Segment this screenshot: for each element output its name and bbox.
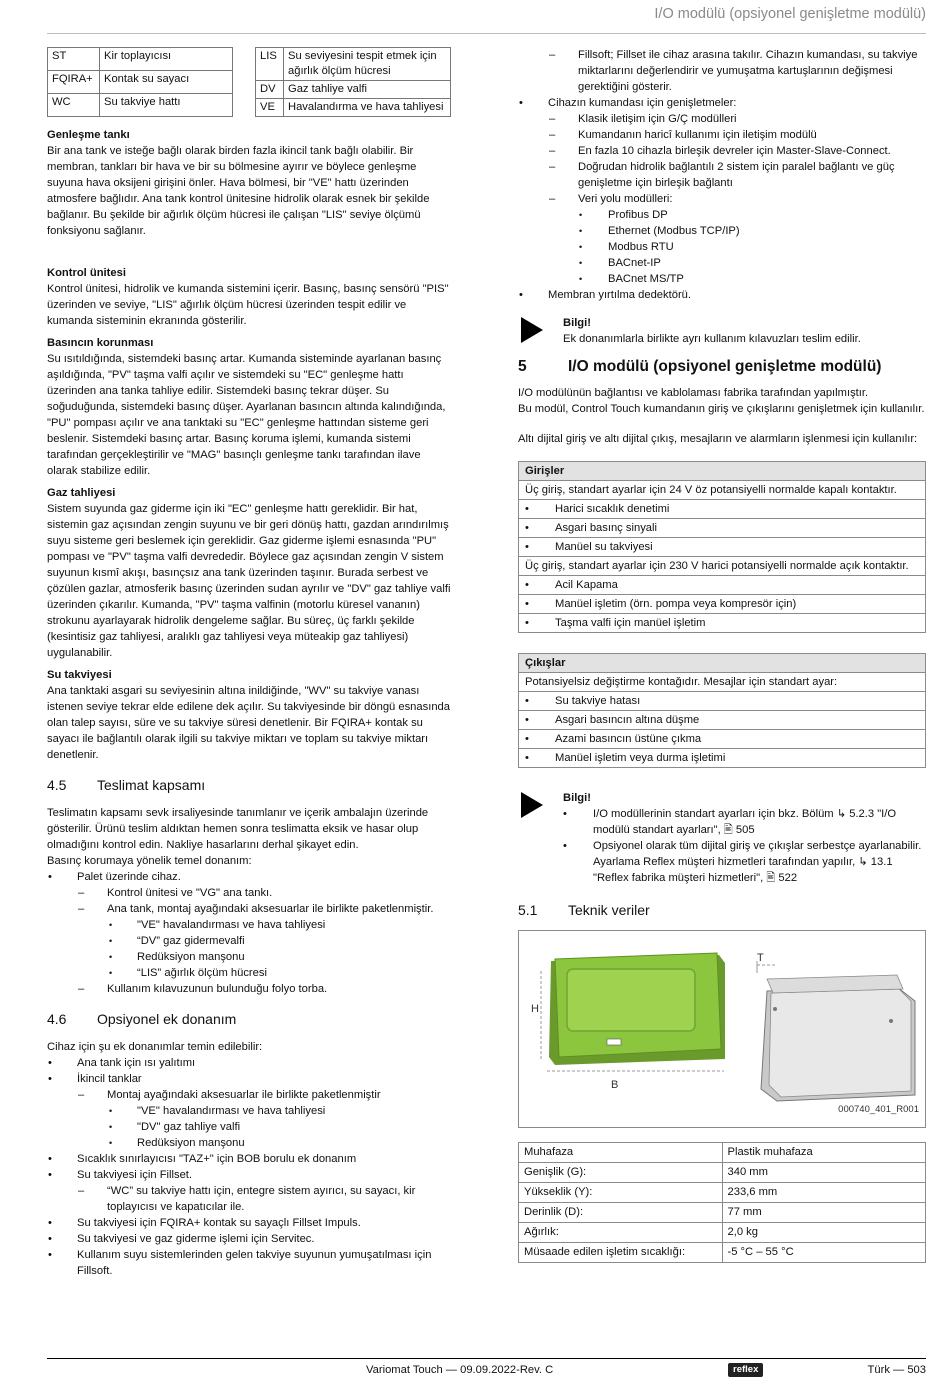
spec-label: Derinlik (D): — [519, 1203, 723, 1223]
spec-value: 340 mm — [722, 1163, 926, 1183]
list-item: • Cihazın kumandası için genişletmeler: — [518, 95, 926, 111]
io-module-illustration — [519, 931, 925, 1129]
heading-4-5 — [47, 777, 451, 793]
abbr-desc: Gaz tahliye valfi — [284, 81, 451, 99]
spec-value: 77 mm — [722, 1203, 926, 1223]
table-cell: Üç giriş, standart ayarlar için 230 V harici potansiyelli normalde açık kontaktır. — [519, 557, 926, 576]
list-item: – Ana tank, montaj ayağındaki aksesuarlar ile birlikte paketlenmiştir. — [47, 901, 451, 917]
list-item: • “LIS” ağırlık ölçüm hücresi — [47, 965, 451, 981]
list-item: – Kumandanın haricî kullanımı için iletişim modülü — [518, 127, 926, 143]
table-row — [256, 48, 451, 81]
heading-text: Opsiyonel ek donanım — [97, 1011, 237, 1027]
abbr-code: ST — [48, 48, 100, 71]
section-text-pressure-maintenance: Su ısıtıldığında, sistemdeki basınç artar. Kumanda sisteminde ayarlanan basınç aşıldığında, "PV" taşma valfi açılır ve sistemdeki su "EC" genleşme hattı üzerinden ana tanka tahliye edilir. Sistemdeki basınç tekrar düşer. Su soğuduğunda, sistemdeki basınç düşer. Ayarlanan basıncın altında kalındığında, "PU" pompası açılır ve ana tanktaki su "EC" genleşme hattından sisteme geri beslenir. Sistemdeki basınç artar. Basınç koruma işlemi, kumanda sistemi tarafından gerçekleştirilir ve "MAG" basınçlı genleşme tankı tarafından ilave olarak stabilize edilir. — [47, 353, 446, 477]
table-row — [256, 81, 451, 99]
heading-text: Teknik veriler — [568, 902, 650, 918]
spec-value: 2,0 kg — [722, 1223, 926, 1243]
info-note — [518, 315, 926, 347]
list-item: • Su takviyesi ve gaz giderme işlemi için Servitec. — [47, 1231, 451, 1247]
footer-page-number: Türk — 503 — [867, 1364, 926, 1376]
list-item: – “WC” su takviye hattı için, entegre sistem ayırıcı, su sayacı, kir toplayıcısı ve kapatıcılar ile. — [47, 1183, 451, 1215]
io-module-figure — [518, 930, 926, 1128]
table-row — [48, 94, 233, 117]
page-header-title: I/O modülü (opsiyonel genişletme modülü) — [654, 6, 926, 22]
reflex-logo: reflex — [728, 1363, 763, 1377]
abbreviation-table-right — [255, 47, 451, 117]
paragraph: Altı dijital giriş ve altı dijital çıkış, mesajların ve alarmların işlenmesi için kullanılır: — [518, 433, 918, 445]
list-item: – Veri yolu modülleri: — [518, 191, 926, 207]
info-arrow-icon — [518, 315, 563, 347]
table-cell: • Taşma valfi için manüel işletim — [519, 614, 926, 633]
note-title: Bilgi! — [563, 792, 591, 804]
table-row — [519, 1163, 926, 1183]
abbr-code: LIS — [256, 48, 284, 81]
spec-value: Plastik muhafaza — [722, 1143, 926, 1163]
footer-divider — [47, 1358, 926, 1359]
figure-code: 000740_401_R001 — [838, 1104, 919, 1115]
table-row — [519, 1183, 926, 1203]
section-text-degassing: Sistem suyunda gaz giderme için iki "EC" genleşme hattı gereklidir. Bir hat, sistemin gaz açısından zengin suyunu ve bir geri dönüş hattı, gazdan arındırılmış suyu sisteme geri beslemek için gereklidir. Gaz giderme işlemi esnasında "PU" pompası ve "PV" taşma valfi devrededir. Böylece gaz açısından zengin V sistem suyunun kısmî akışı, basınçsız ana tank üzerinden taşınır. Burada serbest ve çözülen gazlar, atmosferik basınç üzerinden sudan ayrılır ve "DV" gaz tahliye valfi üzerinden çıkarılır. Kumanda, "PV" taşma valfinin (motorlu küresel vananın) strokunu ayarlayarak hidrolik dengeleme sağlar. Bu süreç, üç farklı şekilde (kesintisiz gaz tahliyesi, aralıklı gaz tahliyesi veya müteakip gaz tahliyesi) uygulanabilir. — [47, 503, 451, 659]
section-title-control-unit: Kontrol ünitesi — [47, 267, 126, 279]
list-item: – Kontrol ünitesi ve "VG" ana tankı. — [47, 885, 451, 901]
list-item: • Kullanım suyu sistemlerinden gelen takviye suyunun yumuşatılması için Fillsoft. — [47, 1247, 451, 1279]
table-cell: Üç giriş, standart ayarlar için 24 V öz potansiyelli normalde kapalı kontaktır. — [519, 481, 926, 500]
table-row — [256, 99, 451, 117]
heading-number: 4.5 — [47, 777, 67, 793]
table-row — [519, 1243, 926, 1263]
spec-label: Muhafaza — [519, 1143, 723, 1163]
list-item: • Redüksiyon manşonu — [47, 949, 451, 965]
extensions-list — [518, 47, 926, 303]
table-cell: Potansiyelsiz değiştirme kontağıdır. Mesajlar için standart ayar: — [519, 673, 926, 692]
heading-number: 4.6 — [47, 1011, 67, 1027]
list-item: • BACnet MS/TP — [518, 271, 926, 287]
list-item: – Montaj ayağındaki aksesuarlar ile birlikte paketlenmiştir — [47, 1087, 451, 1103]
list-item: • Ethernet (Modbus TCP/IP) — [518, 223, 926, 239]
table-row — [48, 71, 233, 94]
heading-text: Teslimat kapsamı — [97, 777, 206, 793]
section-text-control-unit: Kontrol ünitesi, hidrolik ve kumanda sistemini içerir. Basınç, basınç sensörü "PIS" üzerinden ve seviye, "LIS" ağırlık ölçüm hücresi üzerinden tespit edilir ve kumanda sisteminin ekranında gösterilir. — [47, 283, 449, 327]
spec-label: Genişlik (G): — [519, 1163, 723, 1183]
list-item: • Redüksiyon manşonu — [47, 1135, 451, 1151]
abbr-desc: Havalandırma ve hava tahliyesi — [284, 99, 451, 117]
note-item: • I/O modüllerinin standart ayarları için bkz. Bölüm ↳ 5.2.3 "I/O modülü standart ayarları", 🖹 505 — [563, 806, 926, 838]
list-item: – Klasik iletişim için G/Ç modülleri — [518, 111, 926, 127]
heading-4-6 — [47, 1011, 451, 1027]
spec-label: Müsaade edilen işletim sıcaklığı: — [519, 1243, 723, 1263]
technical-data-table — [518, 1142, 926, 1263]
dimension-label-b: B — [611, 1079, 619, 1091]
list-item: • Sıcaklık sınırlayıcısı "TAZ+" için BOB borulu ek donanım — [47, 1151, 451, 1167]
note-item: • Opsiyonel olarak tüm dijital giriş ve çıkışlar serbestçe ayarlanabilir. Ayarlama Reflex müşteri hizmetleri tarafından yapılır, ↳ 13.1 "Reflex fabrika müşteri hizmetleri", 🖹 522 — [563, 838, 926, 886]
table-cell: • Acil Kapama — [519, 576, 926, 595]
abbr-code: DV — [256, 81, 284, 99]
heading-5 — [518, 359, 926, 375]
abbr-desc: Su takviye hattı — [100, 94, 233, 117]
info-arrow-icon — [518, 790, 563, 886]
list-item: • Su takviyesi için Fillset. — [47, 1167, 451, 1183]
table-cell: • Manüel su takviyesi — [519, 538, 926, 557]
heading-number: 5.1 — [518, 902, 538, 918]
header-divider — [47, 33, 926, 34]
abbr-code: FQIRA+ — [48, 71, 100, 94]
paragraph: Teslimatın kapsamı sevk irsaliyesinde tanımlanır ve içerik ambalajın üzerinde gösterilir. Ürünü teslim aldıktan hemen sonra teslimatta eksik ve hasar olup olmadığını kontrol edin. Nakliye hasarlarını derhal şikayet edin. — [47, 807, 429, 851]
spec-label: Yükseklik (Y): — [519, 1183, 723, 1203]
section-text-make-up: Ana tanktaki asgari su seviyesinin altına inildiğinde, "WV" su takviye vanası istenen seviye tekrar elde edilene dek açılır. Su takviyesinde bir döngü esnasında olan talep sayısı, süre ve su takviye süresi denetlenir. Bir FQIRA+ kontak su sayacı ile bağlantılı olarak ilgili su takviye miktarı ve toplam su takviye miktarı denetlenir. — [47, 685, 450, 761]
list-item: – Kullanım kılavuzunun bulunduğu folyo torba. — [47, 981, 451, 997]
list-item: – En fazla 10 cihazla birleşik devreler için Master-Slave-Connect. — [518, 143, 926, 159]
inputs-table — [518, 461, 926, 633]
table-cell: • Azami basıncın üstüne çıkma — [519, 730, 926, 749]
list-item: • "DV" gaz tahliye valfi — [47, 1119, 451, 1135]
footer-document-title: Variomat Touch — 09.09.2022-Rev. C — [366, 1364, 554, 1376]
section-title-make-up: Su takviyesi — [47, 669, 112, 681]
left-column — [47, 47, 451, 1279]
heading-text: I/O modülü (opsiyonel genişletme modülü) — [568, 358, 882, 375]
abbr-desc: Su seviyesini tespit etmek için ağırlık ölçüm hücresi — [284, 48, 451, 81]
outputs-table — [518, 653, 926, 768]
scope-of-delivery-list — [47, 869, 451, 997]
heading-5-1 — [518, 902, 926, 918]
abbr-desc: Kir toplayıcısı — [100, 48, 233, 71]
list-item: • Palet üzerinde cihaz. — [47, 869, 451, 885]
section-text-expansion-tank: Bir ana tank ve isteğe bağlı olarak birden fazla ikincil tank bağlı olabilir. Bir membran, tankları bir hava ve bir su bölmesine ayırır ve böylece genleşme suyuna hava oksijeni girişini önler. Hava bölmesi, bir "VE" hattı üzerinden atmosfere bağlıdır. Ana tank kontrol ünitesine hidrolik olarak esnek bir şekilde bağlanır. Bu şekilde bir ağırlık ölçüm hücresi ile çalışan "LIS" seviye ölçümü fonksiyonu sağlanır. — [47, 145, 430, 237]
paragraph: Bu modül, Control Touch kumandanın giriş ve çıkışlarını genişletmek için kullanılır. — [518, 403, 925, 415]
table-row — [519, 1143, 926, 1163]
table-cell: • Manüel işletim veya durma işletimi — [519, 749, 926, 768]
spec-label: Ağırlık: — [519, 1223, 723, 1243]
list-item: • İkincil tanklar — [47, 1071, 451, 1087]
list-item: • Profibus DP — [518, 207, 926, 223]
paragraph: I/O modülünün bağlantısı ve kablolaması fabrika tarafından yapılmıştır. — [518, 387, 869, 399]
note-text: Ek donanımlarla birlikte ayrı kullanım kılavuzları teslim edilir. — [563, 333, 861, 345]
optional-equipment-list — [47, 1055, 451, 1279]
section-title-pressure-maintenance: Basıncın korunması — [47, 337, 154, 349]
heading-number: 5 — [518, 358, 527, 375]
table-row — [519, 1203, 926, 1223]
table-cell: • Asgari basınç sinyali — [519, 519, 926, 538]
abbr-code: VE — [256, 99, 284, 117]
table-cell: • Asgari basıncın altına düşme — [519, 711, 926, 730]
list-item: • Ana tank için ısı yalıtımı — [47, 1055, 451, 1071]
inputs-table-header: Girişler — [519, 462, 926, 481]
list-item: • Modbus RTU — [518, 239, 926, 255]
list-item: • BACnet-IP — [518, 255, 926, 271]
table-cell: • Su takviye hatası — [519, 692, 926, 711]
section-title-degassing: Gaz tahliyesi — [47, 487, 116, 499]
list-item: • “DV” gaz gidermevalfi — [47, 933, 451, 949]
list-item: • Su takviyesi için FQIRA+ kontak su sayaçlı Fillset Impuls. — [47, 1215, 451, 1231]
abbreviation-table-left — [47, 47, 233, 117]
list-item: • "VE" havalandırması ve hava tahliyesi — [47, 917, 451, 933]
list-item: – Doğrudan hidrolik bağlantılı 2 sistem için paralel bağlantı ve güç genişletme için birleşik bağlantı — [518, 159, 926, 191]
abbr-code: WC — [48, 94, 100, 117]
list-item: • Membran yırtılma dedektörü. — [518, 287, 926, 303]
paragraph: Cihaz için şu ek donanımlar temin edilebilir: — [47, 1041, 263, 1053]
spec-value: -5 °C – 55 °C — [722, 1243, 926, 1263]
table-row — [48, 48, 233, 71]
table-row — [519, 1223, 926, 1243]
paragraph: Basınç korumaya yönelik temel donanım: — [47, 855, 252, 867]
outputs-table-header: Çıkışlar — [519, 654, 926, 673]
spec-value: 233,6 mm — [722, 1183, 926, 1203]
dimension-label-t: T — [757, 952, 764, 964]
note-title: Bilgi! — [563, 317, 591, 329]
table-cell: • Harici sıcaklık denetimi — [519, 500, 926, 519]
section-title-expansion-tank: Genleşme tankı — [47, 129, 130, 141]
list-item: • "VE" havalandırması ve hava tahliyesi — [47, 1103, 451, 1119]
list-item: – Fillsoft; Fillset ile cihaz arasına takılır. Cihazın kumandası, su takviye miktarlarını değerlendirir ve yumuşatma kartuşlarının değişmesi gerektiğini gösterir. — [518, 47, 926, 95]
abbr-desc: Kontak su sayacı — [100, 71, 233, 94]
table-cell: • Manüel işletim (örn. pompa veya kompresör için) — [519, 595, 926, 614]
info-note — [518, 790, 926, 886]
right-column — [518, 47, 926, 1263]
abbreviation-tables — [47, 47, 451, 117]
dimension-label-h: H — [531, 1003, 539, 1015]
